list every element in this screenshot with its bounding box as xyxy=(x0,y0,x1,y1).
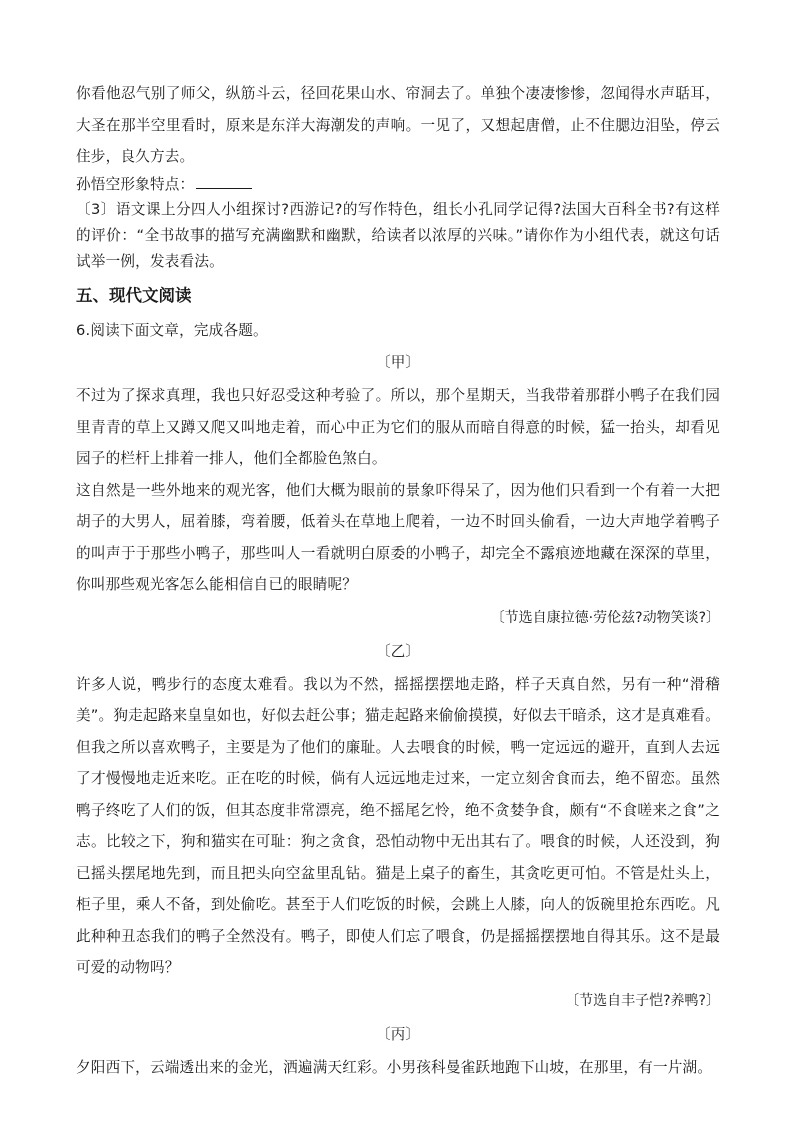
passage-bing-para-1: 夕阳西下，云端透出来的金光，洒遍满天红彩。小男孩科曼雀跃地跑下山坡，在那里，有一片湖。 xyxy=(76,1058,713,1076)
passage-bing-label: 〔丙〕 xyxy=(376,1025,420,1043)
passage-jia-label: 〔甲〕 xyxy=(376,354,420,371)
passage-jia-para-2: 这自然是一些外地来的观光客，他们大概为眼前的景象吓得呆了，因为他们只看到一个有着一大把胡子的大男人，屈着膝，弯着腰，低着头在草地上爬着，一边不时回头偷看，一边大声地学着鸭子的叫声于于那些小鸭子，那些叫人一看就明白原委的小鸭子，却完全不露痕迹地藏在深深的草里，你叫那些观光客怎么能相信自已的眼睛呢？ xyxy=(76,481,720,593)
passage-jia-source: 〔节选自康拉德·劳伦兹?动物笑谈?〕 xyxy=(490,609,720,626)
q6-intro: 6.阅读下面文章，完成各题。 xyxy=(76,321,268,339)
q2-passage: 你看他忍气别了师父，纵筋斗云，径回花果山水、帘洞去了。单独个凄凄惨惨，忽闻得水声聒耳，大圣在那半空里看时，原来是东洋大海潮发的声响。一见了，又想起唐僧，止不住腮边泪坠，停云住步，良久方去。 xyxy=(76,85,720,165)
q3-text: 〔3〕语文课上分四人小组探讨?西游记?的写作特色，组长小孔同学记得?法国大百科全书?有这样的评价：“全书故事的描写充满幽默和幽默，给读者以浓厚的兴味。”请你作为小组代表，就这句话试举一例，发表看法。 xyxy=(76,200,720,270)
answer-blank[interactable] xyxy=(196,174,252,189)
passage-yi-label: 〔乙〕 xyxy=(376,642,420,660)
passage-jia-para-1: 不过为了探求真理，我也只好忍受这种考验了。所以，那个星期天，当我带着那群小鸭子在我们园里青青的草上又蹲又爬又叫地走着，而心中正为它们的服从而暗自得意的时候，猛一抬头，却看见园子的栏杆上排着一排人，他们全都脸色煞白。 xyxy=(76,387,720,467)
q2-prompt: 孙悟空形象特点： xyxy=(76,175,195,193)
q2-prompt-line xyxy=(76,173,720,197)
passage-yi-source: 〔节选自丰子恺?养鸭?〕 xyxy=(565,992,720,1009)
passage-yi-para-1: 许多人说，鸭步行的态度太难看。我以为不然，摇摇摆摆地走路，样子天真自然，另有一种“滑稽美”。狗走起路来皇皇如也，好似去赶公事；猫走起路来偷偷摸摸，好似去干暗杀，这才是真难看。但我之所以喜欢鸭子，主要是为了他们的廉耻。人去喂食的时候，鸭一定远远的避开，直到人去远了才慢慢地走近来吃。正在吃的时候，倘有人远远地走过来，一定立刻舍食而去，绝不留恋。虽然鸭子终吃了人们的饭，但其态度非常漂亮，绝不摇尾乞怜，绝不贪婪争食，颇有“不食嗟来之食”之志。比较之下，狗和猫实在可耻：狗之贪食，恐怕动物中无出其右了。喂食的时候，人还没到，狗已摇头摆尾地先到，而且把头向空盆里乱钻。猫是上桌子的畜生，其贪吃更可怕。不管是灶头上，柜子里，乘人不备，到处偷吃。甚至于人们吃饭的时候，会跳上人膝，向人的饭碗里抢东西吃。凡此种种丑态我们的鸭子全然没有。鸭子，即使人们忘了喂食，仍是摇摇摆摆地自得其乐。这不是最可爱的动物吗？ xyxy=(76,675,720,976)
section-title: 五、现代文阅读 xyxy=(76,285,192,305)
document-content xyxy=(76,78,720,1083)
